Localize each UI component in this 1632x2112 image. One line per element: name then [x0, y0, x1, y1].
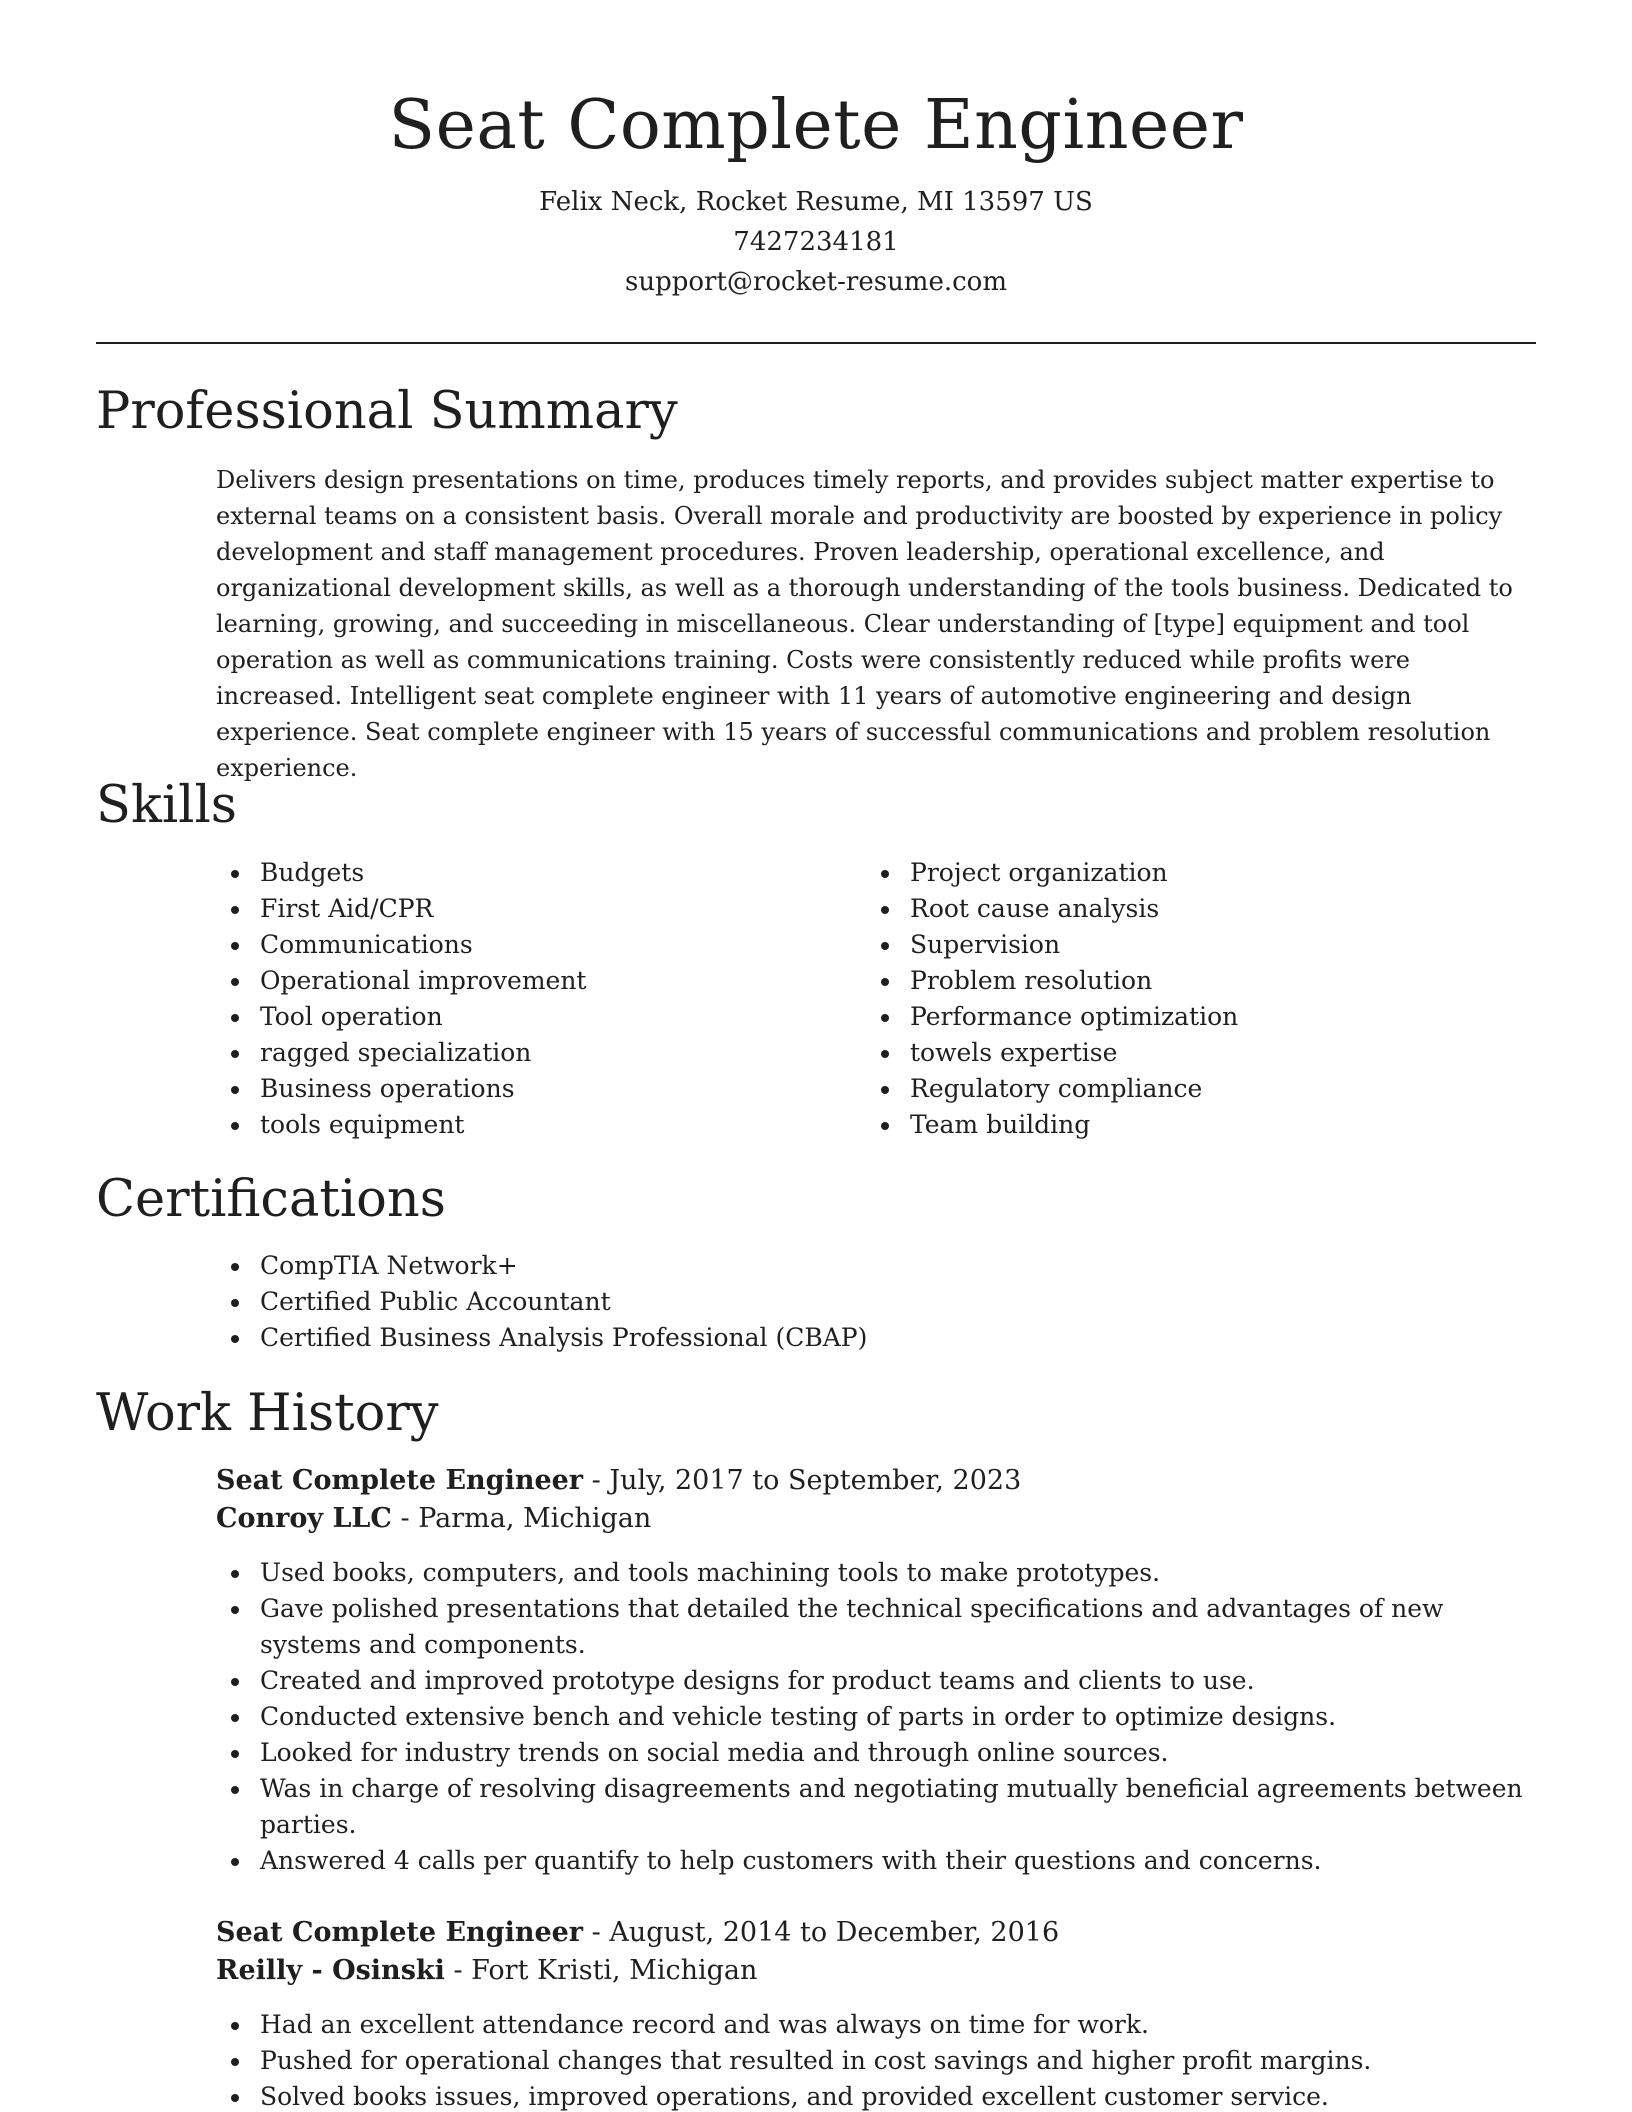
phone: 7427234181 [733, 227, 899, 257]
skills-column-left [216, 855, 856, 1143]
job-location: - Parma, Michigan [391, 1503, 652, 1534]
skill-item: tools equipment [216, 1107, 856, 1143]
skills-column-right [866, 855, 1506, 1143]
job-title-line [216, 1462, 1021, 1500]
job-bullet: Used books, computers, and tools machining tools to make prototypes. [216, 1555, 1546, 1591]
job-bullet: Was in charge of resolving disagreements and negotiating mutually beneficial agreements between parties. [216, 1771, 1546, 1843]
skill-item: Business operations [216, 1071, 856, 1107]
job-bullet: Gave polished presentations that detailed the technical specifications and advantages of new systems and components. [216, 1591, 1546, 1663]
skill-item: towels expertise [866, 1035, 1506, 1071]
certification-item: Certified Public Accountant [216, 1284, 1546, 1320]
job-header [216, 1914, 1059, 1990]
skill-item: Problem resolution [866, 963, 1506, 999]
candidate-name: Seat Complete Engineer [388, 86, 1244, 165]
skill-item: Team building [866, 1107, 1506, 1143]
address: Felix Neck, Rocket Resume, MI 13597 US [539, 187, 1093, 217]
summary-text: Delivers design presentations on time, produces timely reports, and provides subject matter expertise to external teams on a consistent basis. Overall morale and productivity are boosted by experience in policy development and staff management procedures. Proven leadership, operational excellence, and organizational development skills, as well as a thorough understanding of the tools business. Dedicated to learning, growing, and succeeding in miscellaneous. Clear understanding of [type] equipment and tool operation as well as communications training. Costs were consistently reduced while profits were increased. Intelligent seat complete engineer with 11 years of automotive engineering and design experience. Seat complete engineer with 15 years of successful communications and problem resolution experience. [216, 466, 1513, 782]
skills-heading: Skills [96, 776, 237, 835]
certification-item: CompTIA Network+ [216, 1248, 1546, 1284]
skill-item: Performance optimization [866, 999, 1506, 1035]
job-title: Seat Complete Engineer [216, 1917, 584, 1948]
job-dates: - August, 2014 to December, 2016 [583, 1917, 1060, 1948]
certifications-heading: Certifications [96, 1170, 446, 1229]
skill-item: Budgets [216, 855, 856, 891]
job-bullet: Had an excellent attendance record and was always on time for work. [216, 2007, 1546, 2043]
job-bullets [216, 2007, 1546, 2112]
certifications-list [216, 1248, 1546, 1356]
summary-heading: Professional Summary [96, 382, 678, 441]
job-bullet: Solved books issues, improved operations, and provided excellent customer service. [216, 2079, 1546, 2112]
skill-item: Root cause analysis [866, 891, 1506, 927]
resume-header [0, 0, 1632, 302]
job-bullet: Created and improved prototype designs for product teams and clients to use. [216, 1663, 1546, 1699]
job-dates: - July, 2017 to September, 2023 [583, 1465, 1022, 1496]
job-bullets [216, 1555, 1546, 1879]
certification-item: Certified Business Analysis Professional (CBAP) [216, 1320, 1546, 1356]
job-location: - Fort Kristi, Michigan [444, 1955, 758, 1986]
job-company: Reilly - Osinski [216, 1955, 445, 1986]
job-company-line [216, 1500, 1021, 1538]
skill-item: Operational improvement [216, 963, 856, 999]
email: support@rocket-resume.com [624, 267, 1007, 297]
job-title-line [216, 1914, 1059, 1952]
skill-item: ragged specialization [216, 1035, 856, 1071]
job-title: Seat Complete Engineer [216, 1465, 584, 1496]
skill-item: Tool operation [216, 999, 856, 1035]
skill-item: Supervision [866, 927, 1506, 963]
job-bullet: Conducted extensive bench and vehicle testing of parts in order to optimize designs. [216, 1699, 1546, 1735]
work-history-heading: Work History [96, 1384, 439, 1443]
job-company-line [216, 1952, 1059, 1990]
skill-item: Communications [216, 927, 856, 963]
skill-item: Project organization [866, 855, 1506, 891]
job-company: Conroy LLC [216, 1503, 392, 1534]
contact-info [0, 182, 1632, 302]
skill-item: Regulatory compliance [866, 1071, 1506, 1107]
job-bullet: Answered 4 calls per quantify to help customers with their questions and concerns. [216, 1843, 1546, 1879]
job-bullet: Pushed for operational changes that resulted in cost savings and higher profit margins. [216, 2043, 1546, 2079]
job-bullet: Looked for industry trends on social media and through online sources. [216, 1735, 1546, 1771]
job-header [216, 1462, 1021, 1538]
header-divider [96, 342, 1536, 344]
skill-item: First Aid/CPR [216, 891, 856, 927]
